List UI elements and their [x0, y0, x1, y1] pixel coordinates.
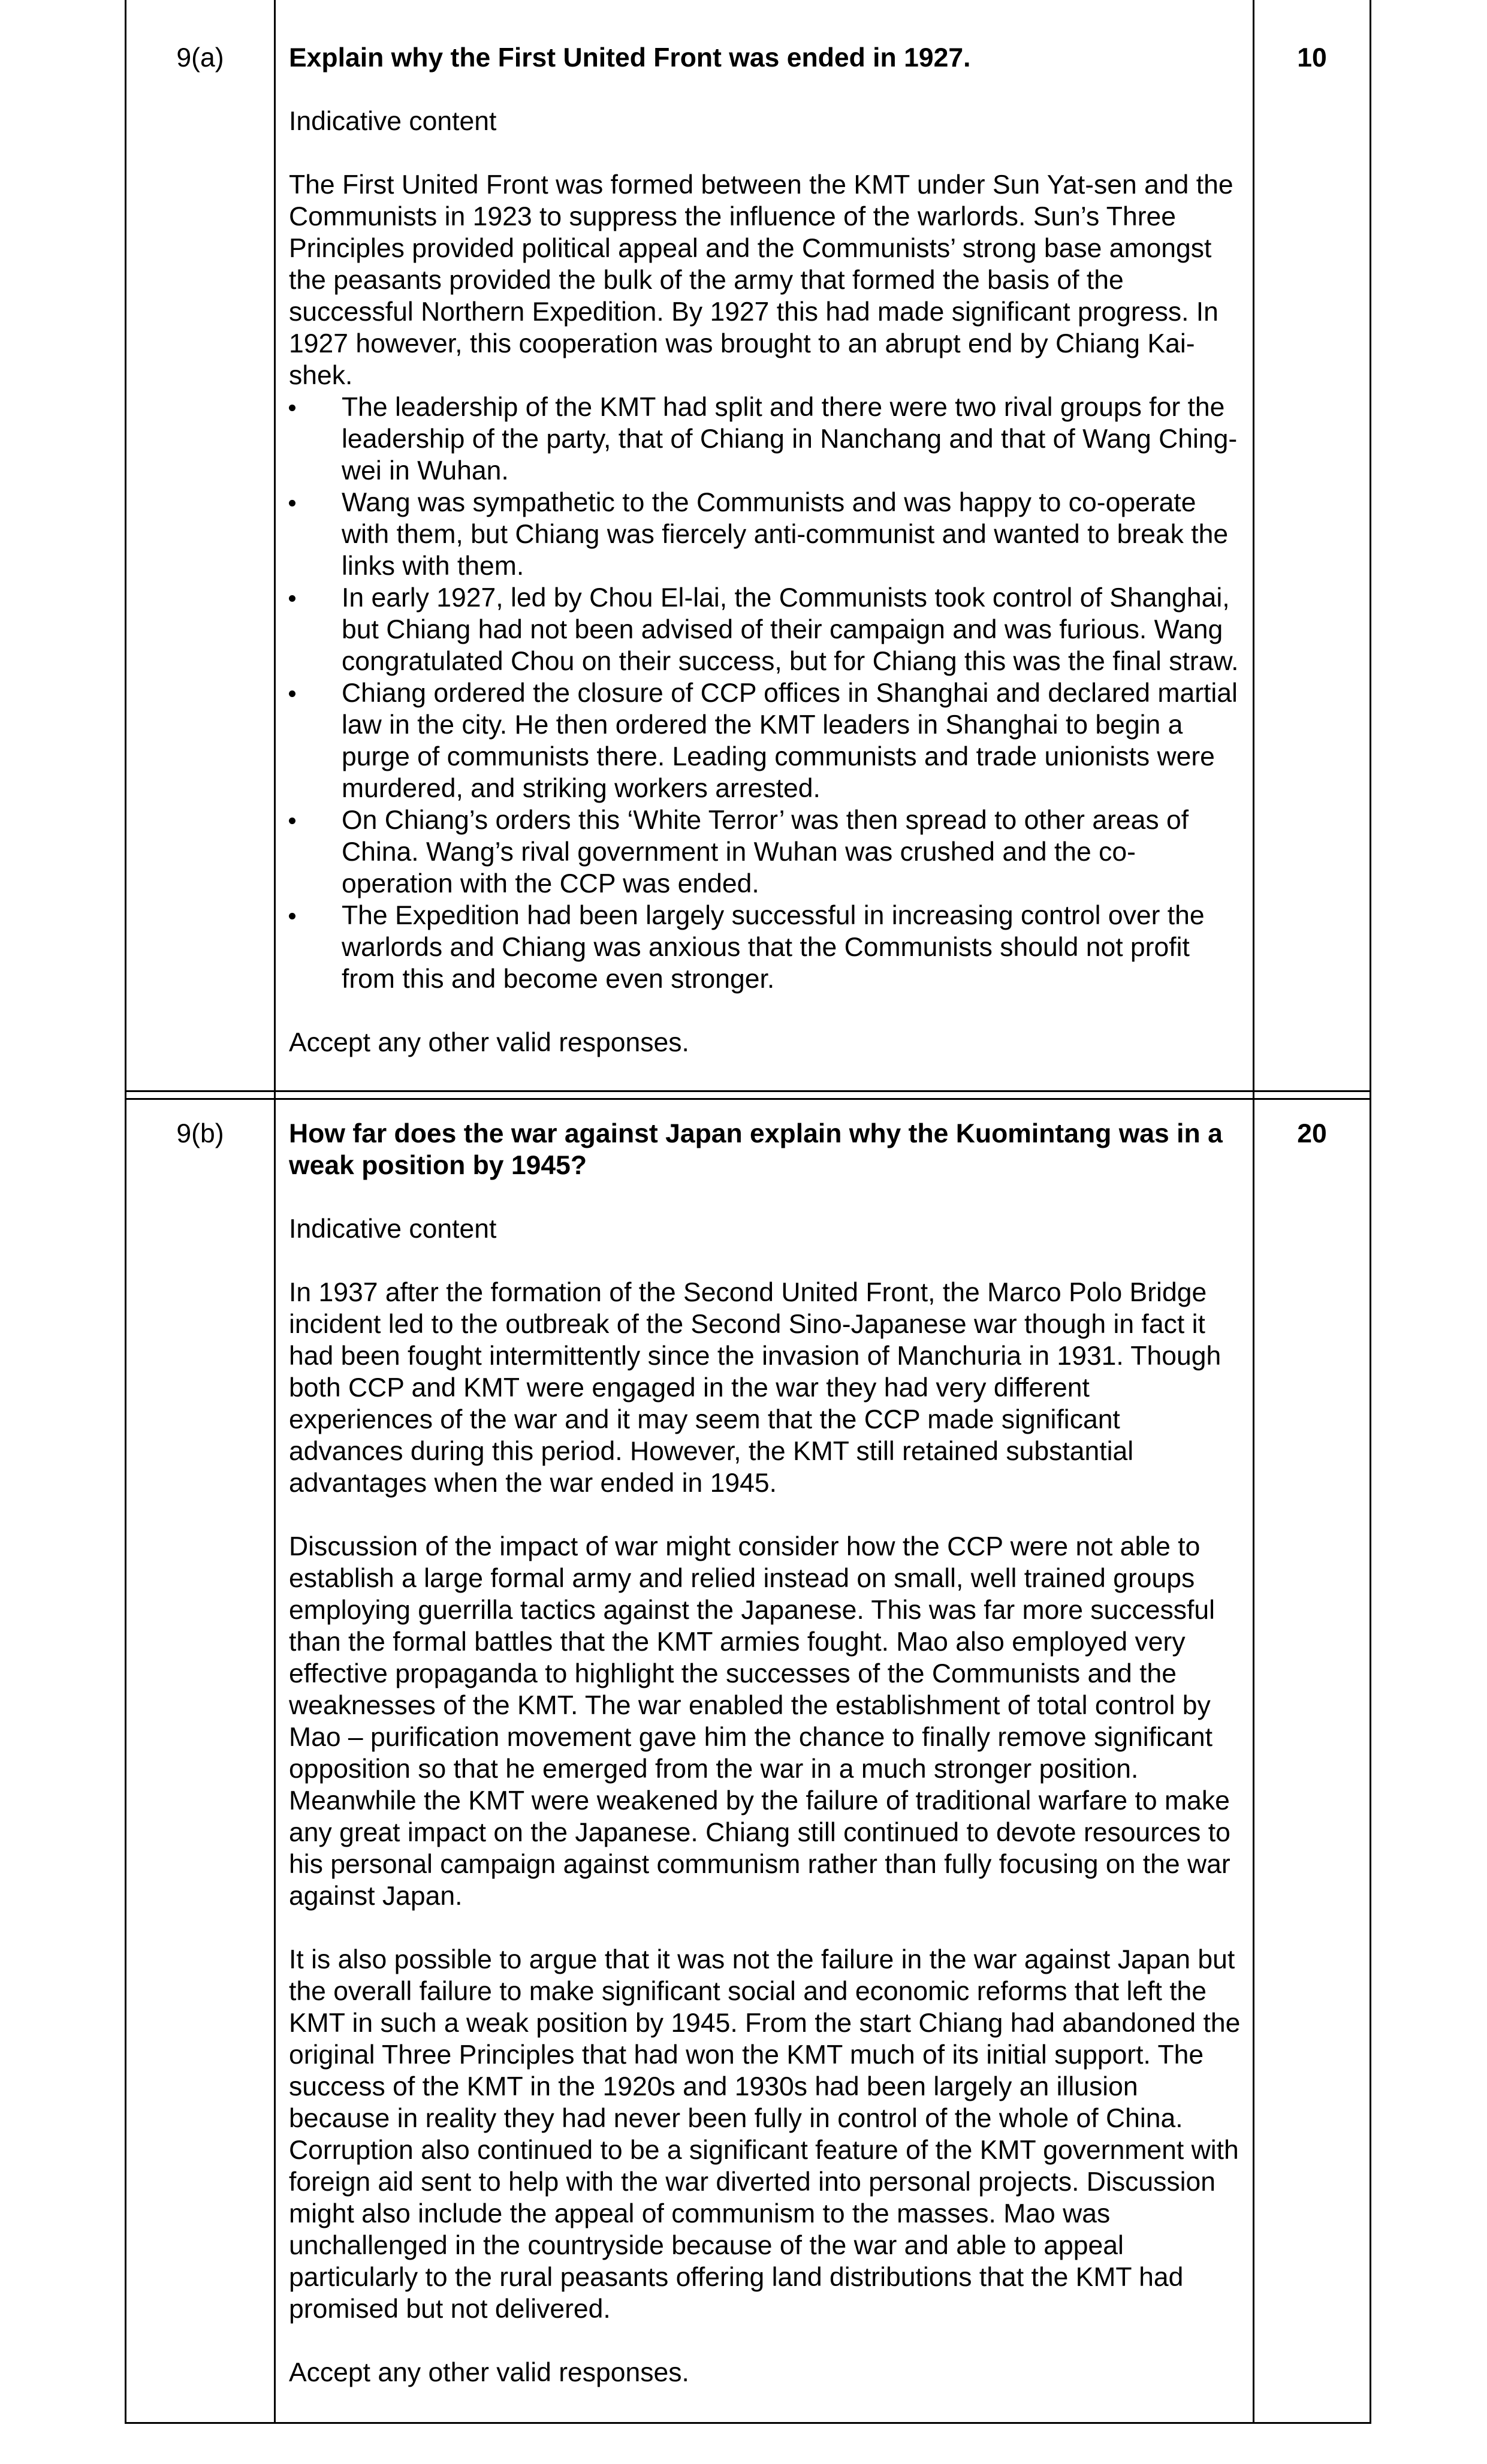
question-title: How far does the war against Japan explain why the Kuomintang was in a weak position by 1945? [289, 1119, 1223, 1180]
bullet-item [289, 900, 1241, 995]
intro-paragraph: The First United Front was formed between the KMT under Sun Yat-sen and the Communists in 1923 to suppress the influence of the warlords. Sun’s Three Principles provided political appeal and the Communists’ strong base amongst the peasants provided the bulk of the army that formed the basis of the successful Northern Expedition. By 1927 this had made significant progress. In 1927 however, this cooperation was brought to an abrupt end by Chiang Kai-shek. [289, 170, 1233, 390]
bullet-icon [289, 595, 295, 602]
bullet-item [289, 804, 1241, 900]
question-row-9a [126, 0, 1371, 1091]
answer-guidance [275, 0, 1254, 1091]
bullet-item [289, 677, 1241, 804]
question-number: 9(a) [126, 0, 275, 1091]
bullet-text: Chiang ordered the closure of CCP offices in Shanghai and declared martial law in the city. He then ordered the KMT leaders in Shanghai to begin a purge of communists there. Leading communists and trade unionists were murdered, and striking workers arrested. [342, 678, 1238, 803]
bullet-list [289, 391, 1241, 995]
answer-guidance [275, 1099, 1254, 2423]
bullet-icon [289, 690, 295, 697]
question-row-9b [126, 1099, 1371, 2423]
question-title: Explain why the First United Front was ended in 1927. [289, 43, 971, 73]
bullet-text: The leadership of the KMT had split and there were two rival groups for the leadership of the party, that of Chiang in Nanchang and that of Wang Ching-wei in Wuhan. [342, 393, 1238, 485]
bullet-text: The Expedition had been largely successful in increasing control over the warlords and Chiang was anxious that the Communists should not profit from this and become even stronger. [342, 901, 1205, 994]
bullet-item [289, 487, 1241, 582]
bullet-text: In early 1927, led by Chou El-lai, the Communists took control of Shanghai, but Chiang had not been advised of their campaign and was furious. Wang congratulated Chou on their success, but for Chiang this was the final straw. [342, 583, 1239, 676]
mark-scheme-table [125, 0, 1371, 2424]
bullet-item [289, 582, 1241, 677]
bullet-text: On Chiang’s orders this ‘White Terror’ was then spread to other areas of China. Wang’s rival government in Wuhan was crushed and the co-operation with the CCP was ended. [342, 806, 1189, 898]
closing-note: Accept any other valid responses. [289, 2358, 689, 2387]
body-paragraph: In 1937 after the formation of the Second United Front, the Marco Polo Bridge incident led to the outbreak of the Second Sino-Japanese war though in fact it had been fought intermittently since the invasion of Manchuria in 1931. Though both CCP and KMT were engaged in the war they had very different experiences of the war and it may seem that the CCP made significant advances during this period. However, the KMT still retained substantial advantages when the war ended in 1945. [289, 1278, 1221, 1498]
bullet-icon [289, 500, 295, 506]
body-paragraph: It is also possible to argue that it was not the failure in the war against Japan but the overall failure to make significant social and economic reforms that left the KMT in such a weak position by 1945. From the start Chiang had abandoned the original Three Principles that had won the KMT much of its initial support. The success of the KMT in the 1920s and 1930s had been largely an illusion because in reality they had never been fully in control of the whole of China. Corruption also continued to be a significant feature of the KMT government with foreign aid sent to help with the war diverted into personal projects. Discussion might also include the appeal of communism to the masses. Mao was unchallenged in the countryside because of the war and able to appeal particularly to the rural peasants offering land distributions that the KMT had promised but not delivered. [289, 1945, 1241, 2324]
indicative-heading: Indicative content [289, 1214, 497, 1244]
marks-value: 20 [1254, 1099, 1371, 2423]
body-paragraph: Discussion of the impact of war might consider how the CCP were not able to establish a large formal army and relied instead on small, well trained groups employing guerrilla tactics against the Japanese. This was far more successful than the formal battles that the KMT armies fought. Mao also employed very effective propaganda to highlight the successes of the Communists and the weaknesses of the KMT. The war enabled the establishment of total control by Mao – purification movement gave him the chance to finally remove significant opposition so that he emerged from the war in a much stronger position. Meanwhile the KMT were weakened by the failure of traditional warfare to make any great impact on the Japanese. Chiang still continued to devote resources to his personal campaign against communism rather than fully focusing on the war against Japan. [289, 1532, 1230, 1911]
bullet-icon [289, 405, 295, 411]
bullet-icon [289, 913, 295, 919]
marks-value: 10 [1254, 0, 1371, 1091]
question-number: 9(b) [126, 1099, 275, 2423]
indicative-heading: Indicative content [289, 107, 497, 136]
row-divider [126, 1091, 1371, 1099]
bullet-text: Wang was sympathetic to the Communists and was happy to co-operate with them, but Chiang was fiercely anti-communist and wanted to break the links with them. [342, 488, 1229, 581]
bullet-item [289, 391, 1241, 487]
bullet-icon [289, 818, 295, 824]
closing-note: Accept any other valid responses. [289, 1028, 689, 1057]
